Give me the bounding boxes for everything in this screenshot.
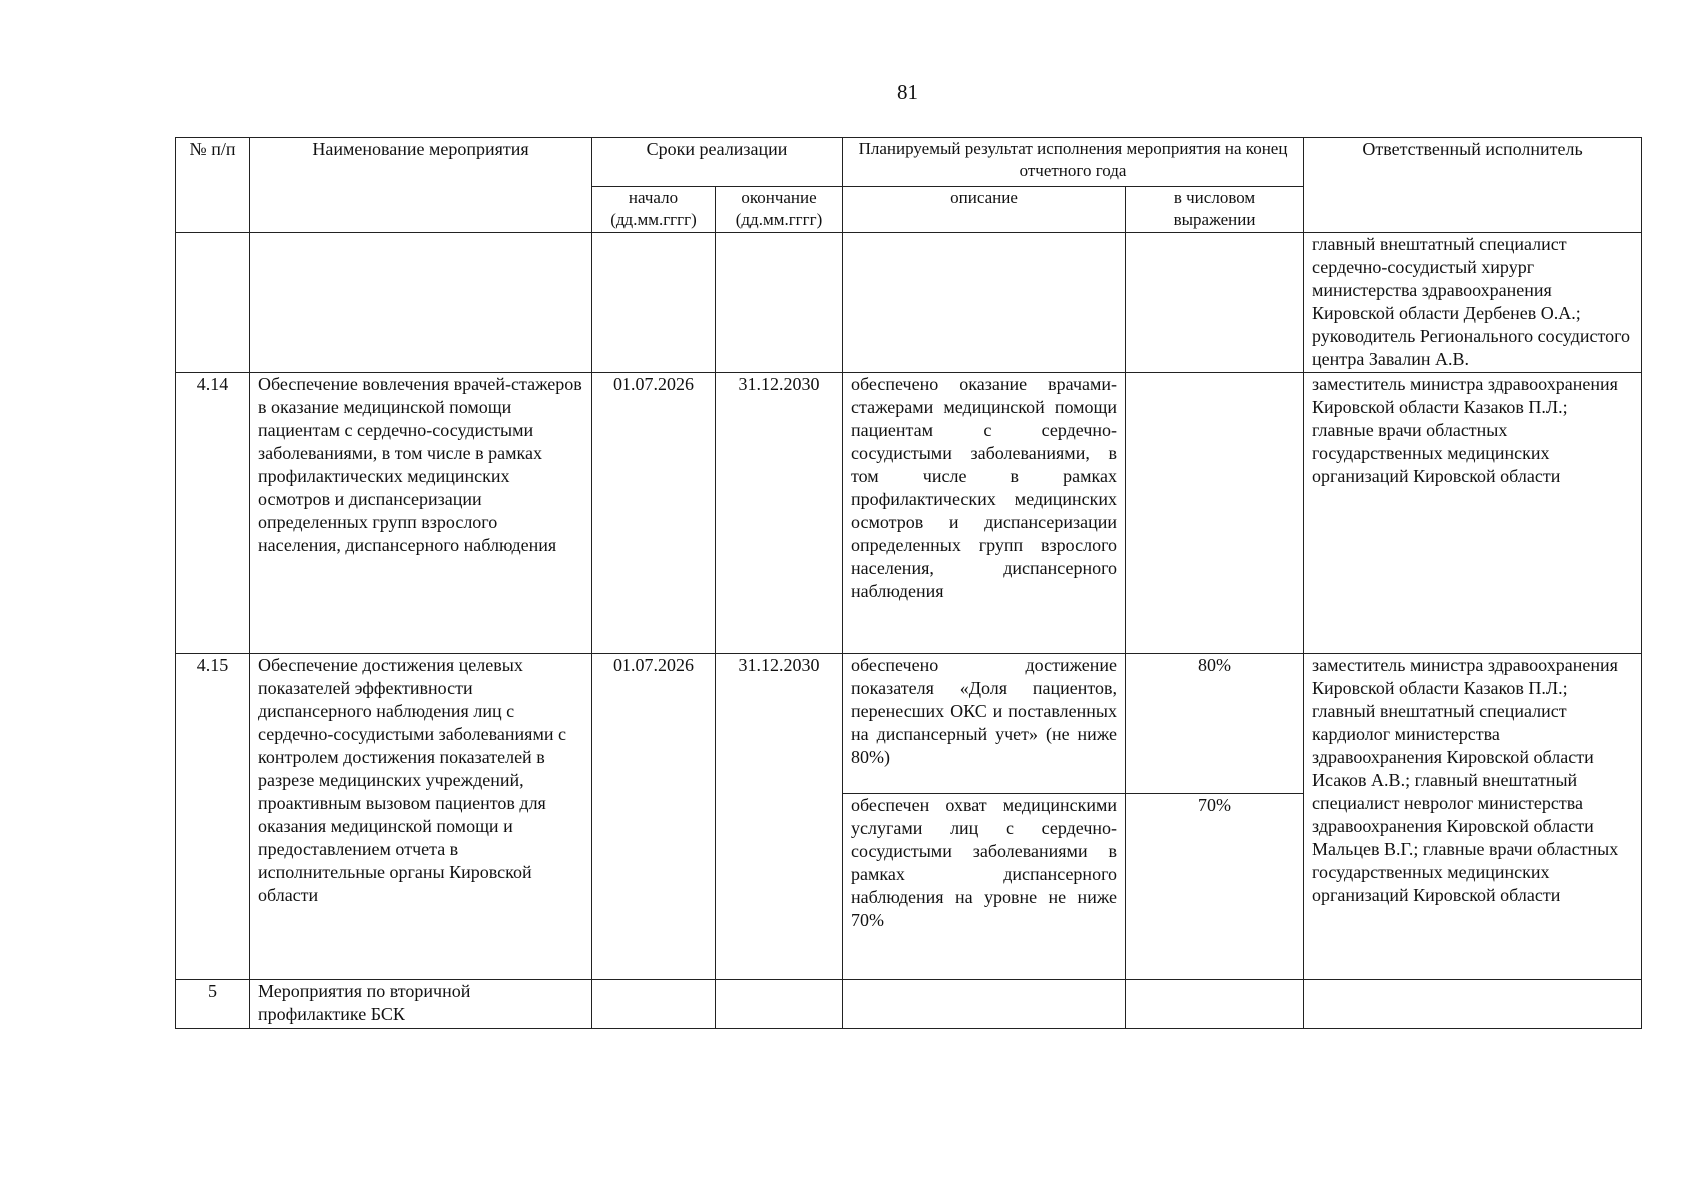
header-terms: Сроки реализации [592, 138, 843, 187]
header-numeric: в числовом выражении [1126, 187, 1304, 233]
header-name: Наименование мероприятия [250, 138, 592, 233]
cell-num: 5 [176, 980, 250, 1029]
cell-name: Обеспечение вовлечения врачей-стажеров в оказание медицинской помощи пациентам с сердечно-сосудистыми заболеваниями, в том числе в рамках профилактических медицинских осмотров и диспансеризации определенных групп взрослого населения, диспансерного наблюдения [250, 373, 592, 654]
cell-empty [1126, 233, 1304, 373]
cell-responsible: заместитель министра здравоохранения Кировской области Казаков П.Л.; главные врачи областных государственных медицинских организаций Кировской области [1304, 373, 1642, 654]
header-responsible: Ответственный исполнитель [1304, 138, 1642, 233]
header-result: Планируемый результат исполнения мероприятия на конец отчетного года [843, 138, 1304, 187]
cell-name: Мероприятия по вторичной профилактике БСК [250, 980, 592, 1029]
cell-responsible: заместитель министра здравоохранения Кировской области Казаков П.Л.; главный внештатный специалист кардиолог министерства здравоохранения Кировской области Исаков А.В.; главный внештатный специалист невролог министерства здравоохранения Кировской области Мальцев В.Г.; главные врачи областных государственных медицинских организаций Кировской области [1304, 654, 1642, 980]
table-row [176, 980, 1642, 1029]
cell-value [1126, 373, 1304, 654]
cell-num: 4.14 [176, 373, 250, 654]
cell-empty [716, 980, 843, 1029]
cell-description: обеспечено достижение показателя «Доля пациентов, перенесших ОКС и поставленных на диспансерный учет» (не ниже 80%) [843, 654, 1126, 794]
cell-value: 70% [1126, 794, 1304, 980]
cell-name: Обеспечение достижения целевых показателей эффективности диспансерного наблюдения лиц с сердечно-сосудистыми заболеваниями с контролем достижения показателей в разрезе медицинских учреждений, проактивным вызовом пациентов для оказания медицинской помощи и предоставлением отчета в исполнительные органы Кировской области [250, 654, 592, 980]
header-start: начало (дд.мм.гггг) [592, 187, 716, 233]
cell-end: 31.12.2030 [716, 373, 843, 654]
cell-num: 4.15 [176, 654, 250, 980]
table-row [176, 233, 1642, 373]
cell-empty [1126, 980, 1304, 1029]
activities-table [175, 137, 1642, 1029]
table-row [176, 654, 1642, 794]
header-end: окончание (дд.мм.гггг) [716, 187, 843, 233]
cell-start: 01.07.2026 [592, 654, 716, 980]
cell-empty [250, 233, 592, 373]
cell-description: обеспечен охват медицинскими услугами лиц с сердечно-сосудистыми заболеваниями в рамках диспансерного наблюдения на уровне не ниже 70% [843, 794, 1126, 980]
cell-empty [843, 233, 1126, 373]
cell-end: 31.12.2030 [716, 654, 843, 980]
cell-empty [716, 233, 843, 373]
cell-empty [592, 980, 716, 1029]
cell-empty [843, 980, 1126, 1029]
table-row [176, 373, 1642, 654]
cell-empty [176, 233, 250, 373]
cell-empty [592, 233, 716, 373]
header-num: № п/п [176, 138, 250, 233]
cell-description: обеспечено оказание врачами-стажерами медицинской помощи пациентам с сердечно-сосудистыми заболеваниями, в том числе в рамках профилактических медицинских осмотров и диспансеризации определенных групп взрослого населения, диспансерного наблюдения [843, 373, 1126, 654]
cell-value: 80% [1126, 654, 1304, 794]
cell-empty [1304, 980, 1642, 1029]
cell-responsible: главный внештатный специалист сердечно-сосудистый хирург министерства здравоохранения Кировской области Дербенев О.А.; руководитель Регионального сосудистого центра Завалин А.В. [1304, 233, 1642, 373]
cell-start: 01.07.2026 [592, 373, 716, 654]
page-number: 81 [897, 80, 918, 104]
header-description: описание [843, 187, 1126, 233]
